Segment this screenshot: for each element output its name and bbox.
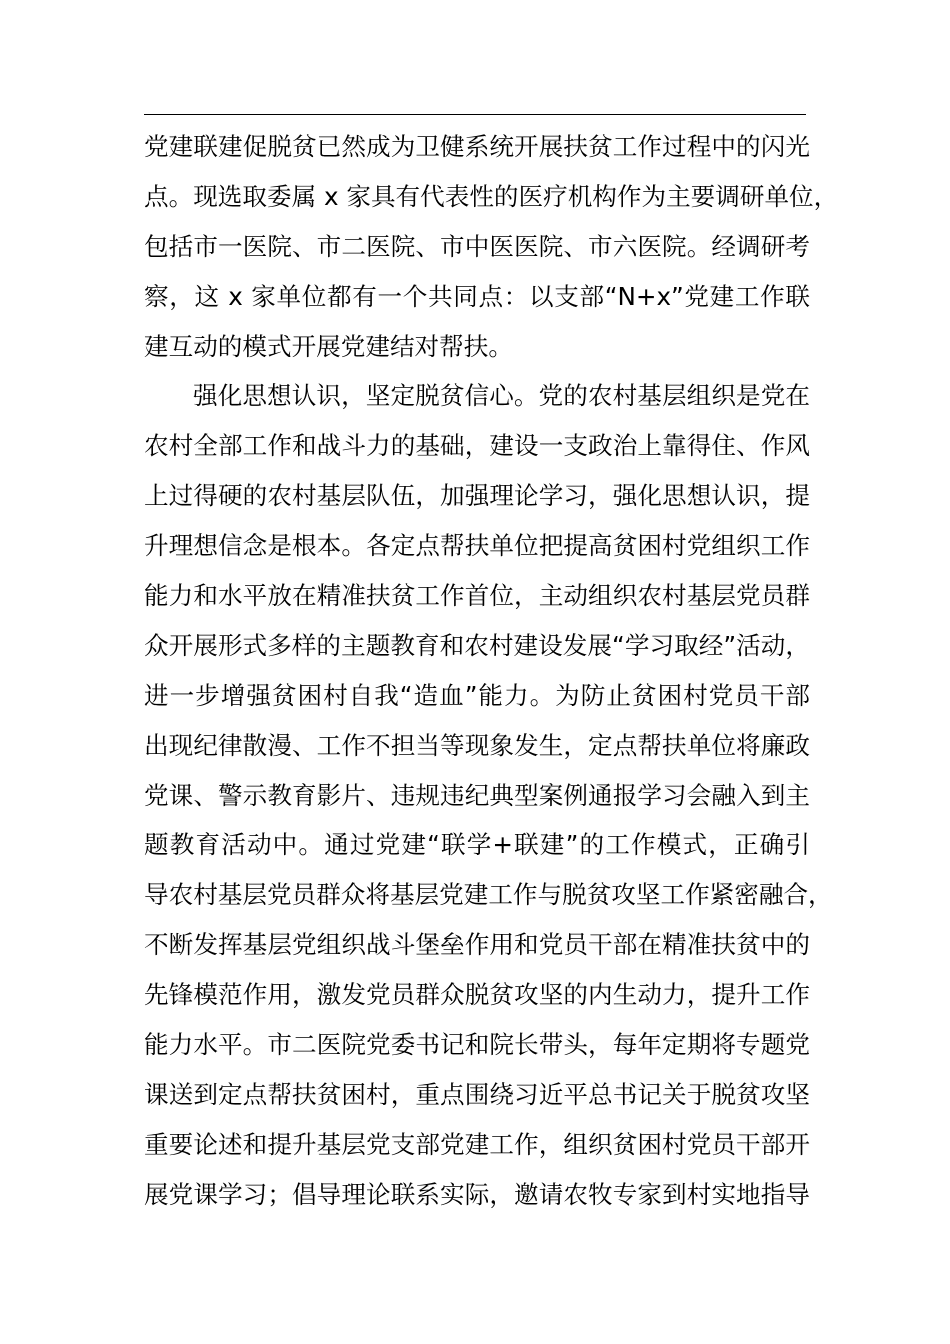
text-line: 上过得硬的农村基层队伍，加强理论学习，强化思想认识，提 <box>144 481 810 511</box>
text-line: 察，这 x 家单位都有一个共同点：以支部“N+x”党建工作联 <box>144 281 810 311</box>
text-line: 党建联建促脱贫已然成为卫健系统开展扶贫工作过程中的闪光 <box>144 132 810 161</box>
text-line: 能力水平。市二医院党委书记和院长带头，每年定期将专题党 <box>144 1030 810 1060</box>
text-line: 先锋模范作用，激发党员群众脱贫攻坚的内生动力，提升工作 <box>144 980 810 1010</box>
text-line: 能力和水平放在精准扶贫工作首位，主动组织农村基层党员群 <box>144 581 810 611</box>
paragraph-1 <box>144 122 839 371</box>
text-line: 众开展形式多样的主题教育和农村建设发展“学习取经”活动， <box>144 630 811 660</box>
text-line: 导农村基层党员群众将基层党建工作与脱贫攻坚工作紧密融合， <box>144 880 833 910</box>
text-line: 出现纪律散漫、工作不担当等现象发生，定点帮扶单位将廉政 <box>144 730 810 760</box>
text-line: 点。现选取委属 x 家具有代表性的医疗机构作为主要调研单位， <box>144 181 839 211</box>
text-line: 党课、警示教育影片、违规违纪典型案例通报学习会融入到主 <box>144 780 810 810</box>
text-line: 不断发挥基层党组织战斗堡垒作用和党员干部在精准扶贫中的 <box>144 930 810 960</box>
header-rule <box>144 114 806 115</box>
text-line: 重要论述和提升基层党支部党建工作，组织贫困村党员干部开 <box>144 1129 810 1159</box>
paragraph-2 <box>144 371 833 1219</box>
text-line: 升理想信念是根本。各定点帮扶单位把提高贫困村党组织工作 <box>144 531 810 561</box>
text-line: 建互动的模式开展党建结对帮扶。 <box>144 331 513 361</box>
text-line: 进一步增强贫困村自我“造血”能力。为防止贫困村党员干部 <box>144 680 810 710</box>
text-line: 强化思想认识，坚定脱贫信心。党的农村基层组织是党在 <box>193 381 810 411</box>
text-line: 农村全部工作和战斗力的基础，建设一支政治上靠得住、作风 <box>144 431 810 461</box>
text-line: 课送到定点帮扶贫困村，重点围绕习近平总书记关于脱贫攻坚 <box>144 1079 810 1109</box>
text-line: 题教育活动中。通过党建“联学+联建”的工作模式，正确引 <box>144 830 810 860</box>
body-text <box>144 122 839 1220</box>
text-line: 包括市一医院、市二医院、市中医医院、市六医院。经调研考 <box>144 231 810 261</box>
text-line: 展党课学习；倡导理论联系实际，邀请农牧专家到村实地指导 <box>144 1179 810 1209</box>
